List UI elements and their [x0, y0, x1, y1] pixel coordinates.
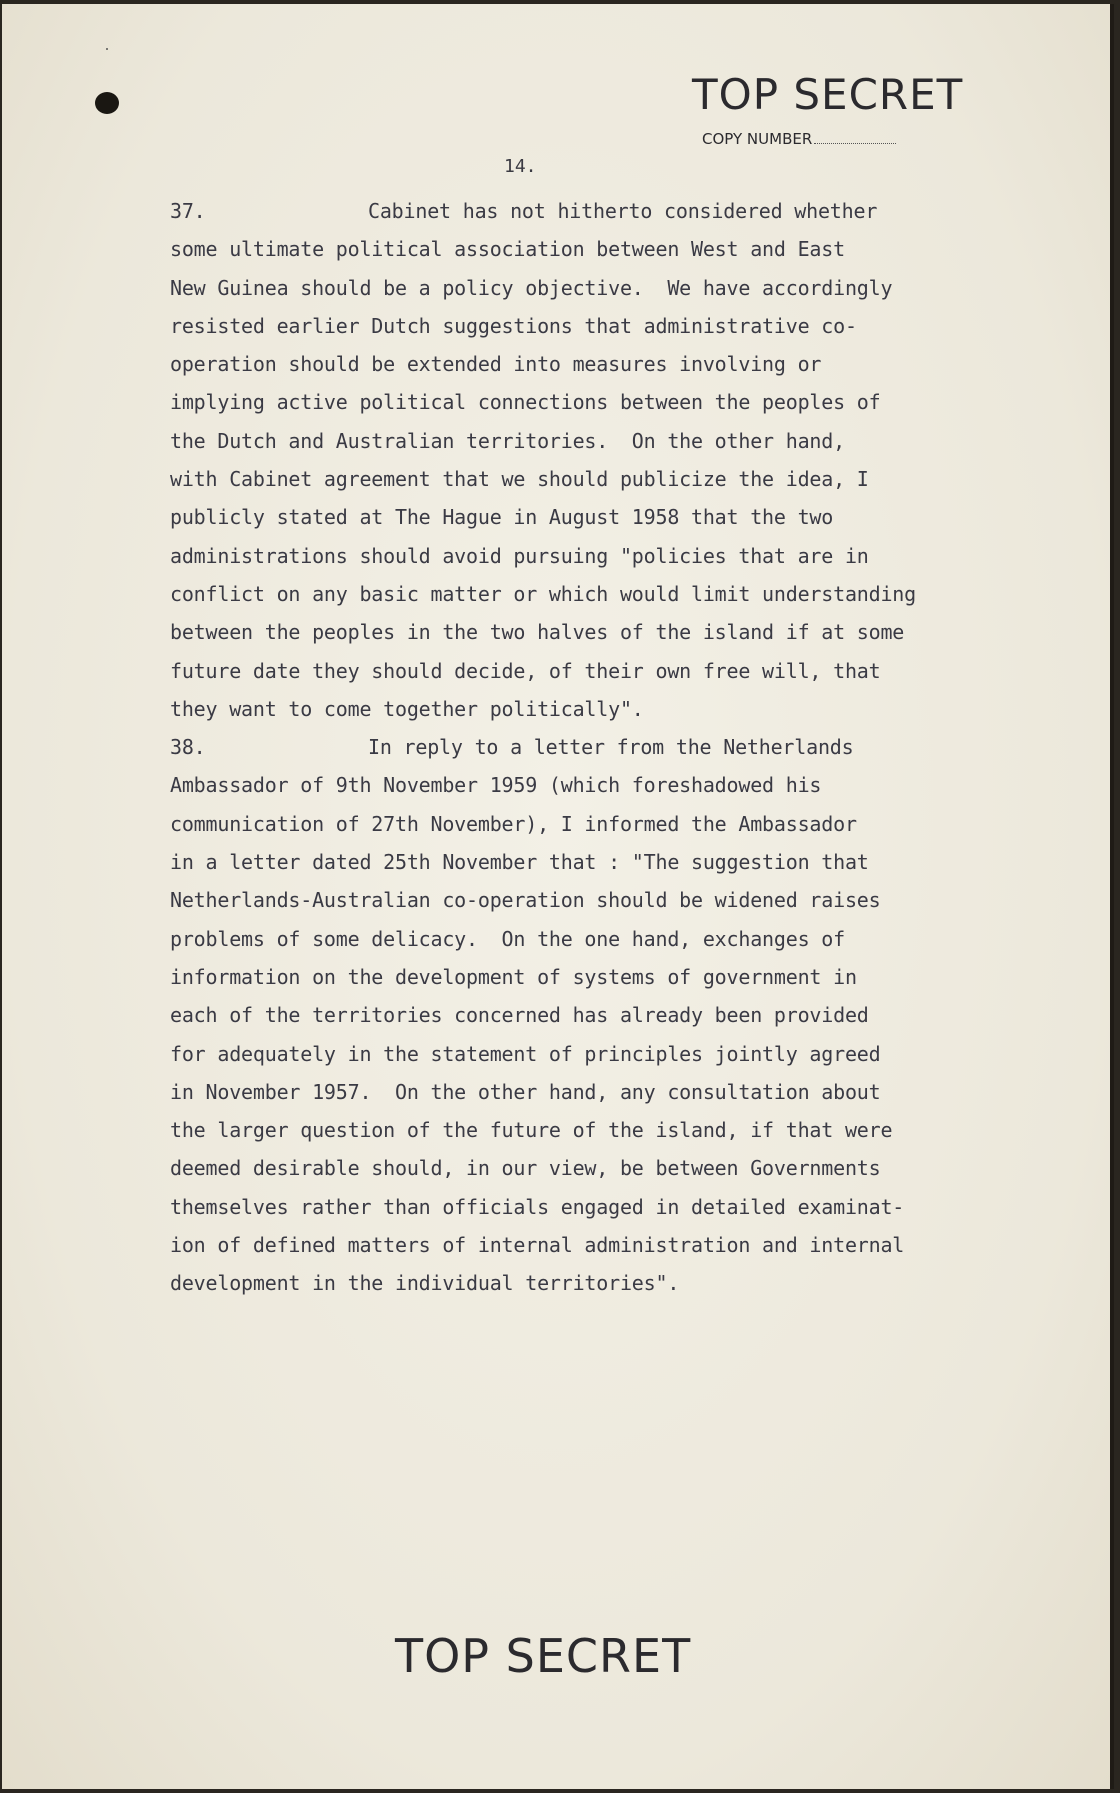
classification-footer: TOP SECRET: [395, 1629, 692, 1683]
paragraph-line: deemed desirable should, in our view, be between Governments: [170, 1156, 881, 1181]
paragraph-line: future date they should decide, of their own free will, that: [170, 658, 881, 683]
paragraph-line: each of the territories concerned has already been provided: [170, 1003, 869, 1028]
paragraph-line: information on the development of systems of government in: [170, 964, 857, 989]
paragraph-line: implying active political connections between the peoples of: [170, 390, 881, 415]
document-page: [2, 4, 1114, 1789]
paragraph-line: publicly stated at The Hague in August 1958 that the two: [170, 505, 834, 530]
paragraph-number: 38.: [170, 735, 206, 760]
paragraph-line: administrations should avoid pursuing "policies that are in: [170, 543, 869, 568]
paragraph-line: conflict on any basic matter or which would limit understanding: [170, 581, 916, 606]
speck: [106, 48, 108, 50]
paragraph-line: communication of 27th November), I informed the Ambassador: [170, 811, 857, 836]
punch-hole: [95, 92, 119, 114]
paragraph-line: development in the individual territories".: [170, 1271, 680, 1296]
paragraph-line: 38. In reply to a letter from the Netherlands: [170, 728, 1070, 766]
paragraph-line: some ultimate political association between West and East: [170, 237, 845, 262]
paragraph-line: 37. Cabinet has not hitherto considered whether: [170, 192, 1070, 230]
paragraph-line: they want to come together politically".: [170, 696, 644, 721]
paragraph-line: for adequately in the statement of principles jointly agreed: [170, 1041, 881, 1066]
copy-number-line: [702, 130, 896, 148]
paragraph-line: between the peoples in the two halves of the island if at some: [170, 620, 905, 645]
paragraph-line: in a letter dated 25th November that : "The suggestion that: [170, 850, 869, 875]
paragraph-line: themselves rather than officials engaged in detailed examinat-: [170, 1194, 905, 1219]
paragraph-line: problems of some delicacy. On the one hand, exchanges of: [170, 926, 845, 951]
paragraph-line: Netherlands-Australian co-operation should be widened raises: [170, 888, 881, 913]
page-number: 14.: [504, 156, 537, 177]
paragraph-line: New Guinea should be a policy objective. We have accordingly: [170, 275, 893, 300]
paragraph-line: resisted earlier Dutch suggestions that administrative co-: [170, 313, 857, 338]
paragraph-line: ion of defined matters of internal administration and internal: [170, 1233, 905, 1258]
copy-number-blank: [814, 143, 896, 144]
page-edge-shadow: [1110, 4, 1114, 1789]
document-body: [170, 192, 1070, 1303]
paragraph-line: the larger question of the future of the island, if that were: [170, 1118, 893, 1143]
paragraph-38: [170, 728, 1070, 1302]
paragraph-number: 37.: [170, 199, 206, 223]
paragraph-line: operation should be extended into measures involving or: [170, 352, 822, 377]
paragraph-line: Ambassador of 9th November 1959 (which foreshadowed his: [170, 773, 822, 798]
paragraph-37: [170, 192, 1070, 728]
paragraph-line: in November 1957. On the other hand, any consultation about: [170, 1079, 881, 1104]
paragraph-line: the Dutch and Australian territories. On the other hand,: [170, 428, 845, 453]
classification-header: TOP SECRET: [692, 70, 964, 119]
copy-number-label: COPY NUMBER: [702, 130, 813, 148]
paragraph-line: with Cabinet agreement that we should publicize the idea, I: [170, 467, 869, 492]
